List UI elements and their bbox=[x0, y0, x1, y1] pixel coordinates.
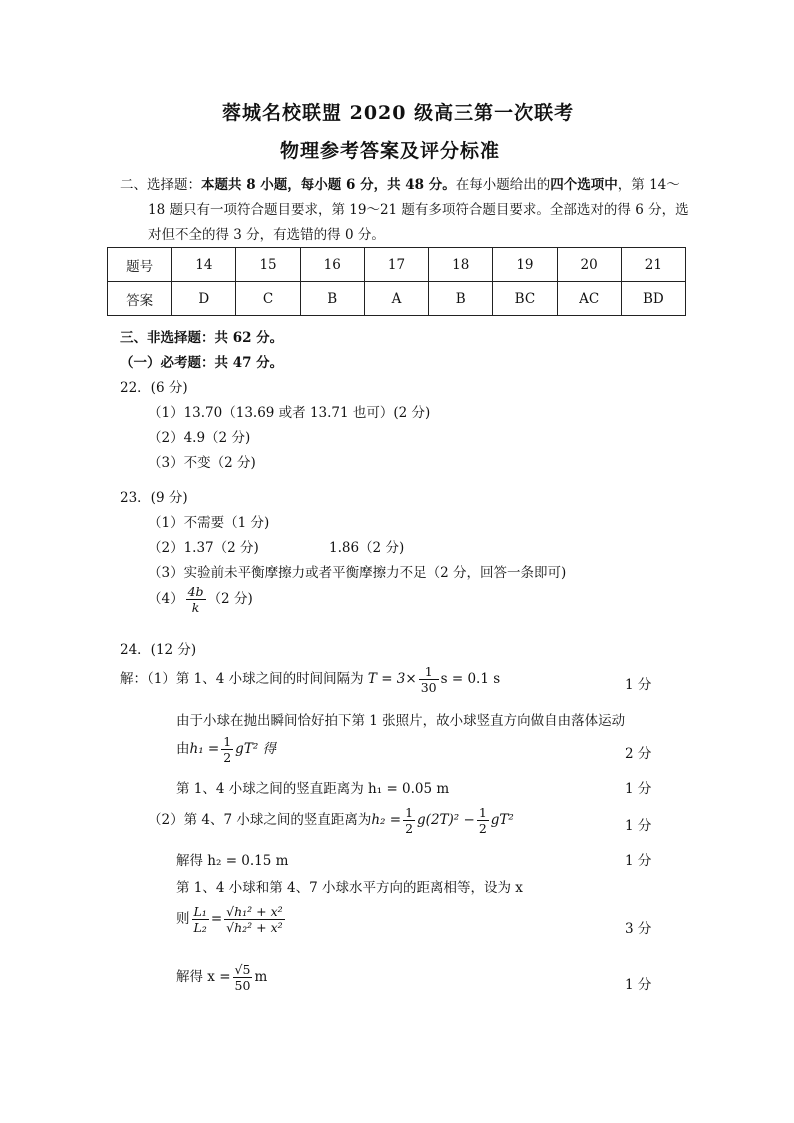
sec3-sub: （一）必考题：共 47 分。 bbox=[120, 355, 284, 371]
fraction-numerator: √5 bbox=[234, 962, 251, 977]
q23-a4-score: （2 分) bbox=[207, 591, 253, 607]
q23-header: 23．(9 分) bbox=[120, 490, 188, 506]
sec3-header: 三、非选择题：共 62 分。 bbox=[120, 330, 284, 346]
fraction-denominator: 30 bbox=[420, 680, 437, 695]
fraction bbox=[403, 805, 415, 836]
q22-answer-2: （2）4.9（2 分) bbox=[148, 430, 251, 446]
sec2-line3: 对但不全的得 3 分，有选错的得 0 分。 bbox=[148, 227, 385, 243]
q24-s4-score: 1 分 bbox=[625, 781, 652, 797]
fraction bbox=[477, 805, 489, 836]
q23-answer-2b: 1.86（2 分) bbox=[329, 540, 405, 556]
sec2-emph: 四个选项中 bbox=[550, 177, 618, 193]
fraction-denominator: 50 bbox=[234, 978, 251, 993]
table-cell: 18 bbox=[429, 248, 493, 282]
q24-step-1 bbox=[120, 664, 500, 695]
q24-step-7: 第 1、4 小球和第 4、7 小球水平方向的距离相等，设为 x bbox=[176, 880, 523, 896]
fraction-denominator: k bbox=[191, 600, 200, 615]
table-cell: 19 bbox=[493, 248, 557, 282]
q24-s1-eq: T = 3× bbox=[367, 671, 417, 687]
q24-step-4: 第 1、4 小球之间的竖直距离为 h₁ = 0.05 m bbox=[176, 781, 450, 797]
fraction-numerator: 1 bbox=[405, 805, 414, 820]
table-cell: B bbox=[300, 282, 364, 316]
fraction-numerator: L₁ bbox=[193, 904, 207, 919]
fraction bbox=[224, 904, 285, 935]
q23-a4-label: （4） bbox=[148, 591, 184, 607]
q24-s9-prefix: 解得 x = bbox=[176, 969, 231, 985]
table-cell: C bbox=[236, 282, 300, 316]
table-header-cell: 答案 bbox=[108, 282, 172, 316]
fraction bbox=[419, 664, 439, 695]
q24-s5-score: 1 分 bbox=[625, 818, 652, 834]
q22-header: 22．(6 分) bbox=[120, 380, 188, 396]
q24-s3-prefix: 由 bbox=[176, 741, 190, 757]
q24-s6-score: 1 分 bbox=[625, 853, 652, 869]
q22-answer-3: （3）不变（2 分) bbox=[148, 455, 256, 471]
q24-s3-score: 2 分 bbox=[625, 746, 652, 762]
q24-s9-unit: m bbox=[254, 969, 268, 985]
q24-s3-eq-b: gT² 得 bbox=[235, 741, 277, 757]
q24-step-2: 由于小球在抛出瞬间恰好拍下第 1 张照片，故小球竖直方向做自由落体运动 bbox=[176, 713, 626, 729]
q23-answer-4 bbox=[148, 584, 253, 615]
fraction-numerator: 1 bbox=[223, 734, 232, 749]
q24-s8-prefix: 则 bbox=[176, 911, 190, 927]
table-cell: 14 bbox=[172, 248, 236, 282]
fraction-denominator: √h₂² + x² bbox=[226, 920, 283, 935]
fraction-denominator: 2 bbox=[478, 821, 487, 836]
table-cell: BD bbox=[621, 282, 685, 316]
q22-answer-1: （1）13.70（13.69 或者 13.71 也可）(2 分) bbox=[148, 405, 431, 421]
fraction-denominator: L₂ bbox=[193, 920, 207, 935]
table-row-questions bbox=[108, 248, 686, 282]
q24-step-8 bbox=[176, 904, 287, 935]
q24-step-6: 解得 h₂ = 0.15 m bbox=[176, 853, 289, 869]
table-header-cell: 题号 bbox=[108, 248, 172, 282]
table-cell: 21 bbox=[621, 248, 685, 282]
table-cell: 15 bbox=[236, 248, 300, 282]
fraction-denominator: 2 bbox=[405, 821, 414, 836]
doc-title: 蓉城名校联盟 2020 级高三第一次联考 bbox=[222, 102, 575, 124]
table-cell: 16 bbox=[300, 248, 364, 282]
table-cell: AC bbox=[557, 282, 621, 316]
sec2-line1 bbox=[120, 173, 680, 193]
q24-step-9 bbox=[176, 962, 267, 993]
sec2-text1: 在每小题给出的 bbox=[455, 177, 551, 193]
fraction bbox=[192, 904, 209, 935]
fraction-numerator: √h₁² + x² bbox=[226, 904, 283, 919]
answer-table bbox=[107, 247, 686, 316]
q24-s3-eq: h₁ = bbox=[189, 741, 220, 757]
fraction bbox=[186, 584, 206, 615]
q24-s5-eq-a: h₂ = bbox=[371, 812, 402, 828]
fraction-numerator: 1 bbox=[478, 805, 487, 820]
table-cell: A bbox=[364, 282, 428, 316]
fraction bbox=[233, 962, 253, 993]
sec2-text2: ，第 14～ bbox=[617, 177, 680, 193]
q24-s9-score: 1 分 bbox=[625, 977, 652, 993]
table-cell: BC bbox=[493, 282, 557, 316]
table-cell: D bbox=[172, 282, 236, 316]
fraction-denominator: 2 bbox=[223, 750, 232, 765]
q24-header: 24．(12 分) bbox=[120, 642, 197, 658]
q24-s1-eq-b: s = 0.1 s bbox=[440, 671, 501, 687]
fraction-numerator: 4b bbox=[187, 584, 204, 599]
sec2-line2: 18 题只有一项符合题目要求，第 19～21 题有多项符合题目要求。全部选对的得 6 分，选 bbox=[148, 202, 689, 218]
q24-step-3 bbox=[176, 734, 276, 765]
sec2-label: 二、选择题： bbox=[120, 177, 201, 193]
fraction-numerator: 1 bbox=[419, 664, 439, 680]
q24-s8-score: 3 分 bbox=[625, 921, 652, 937]
table-cell: B bbox=[429, 282, 493, 316]
table-row-answers bbox=[108, 282, 686, 316]
q24-s5-eq-c: gT² bbox=[490, 812, 514, 828]
q24-s5-eq-b: g(2T)² − bbox=[417, 812, 475, 828]
q23-answer-1: （1）不需要（1 分) bbox=[148, 515, 270, 531]
table-cell: 20 bbox=[557, 248, 621, 282]
table-cell: 17 bbox=[364, 248, 428, 282]
q24-step-5 bbox=[148, 805, 514, 836]
q24-s8-eq: = bbox=[210, 911, 223, 927]
q24-s5-label: （2）第 4、7 小球之间的竖直距离为 bbox=[148, 812, 372, 828]
q23-answer-2a: （2）1.37（2 分) bbox=[148, 540, 259, 556]
doc-subtitle: 物理参考答案及评分标准 bbox=[280, 140, 501, 162]
q24-s1-label: 解：（1）第 1、4 小球之间的时间间隔为 bbox=[120, 671, 364, 687]
sec2-rule: 本题共 8 小题，每小题 6 分，共 48 分。 bbox=[201, 177, 456, 193]
fraction bbox=[221, 734, 233, 765]
q24-s1-score: 1 分 bbox=[625, 677, 652, 693]
q23-answer-3: （3）实验前未平衡摩擦力或者平衡摩擦力不足（2 分，回答一条即可) bbox=[148, 565, 567, 581]
